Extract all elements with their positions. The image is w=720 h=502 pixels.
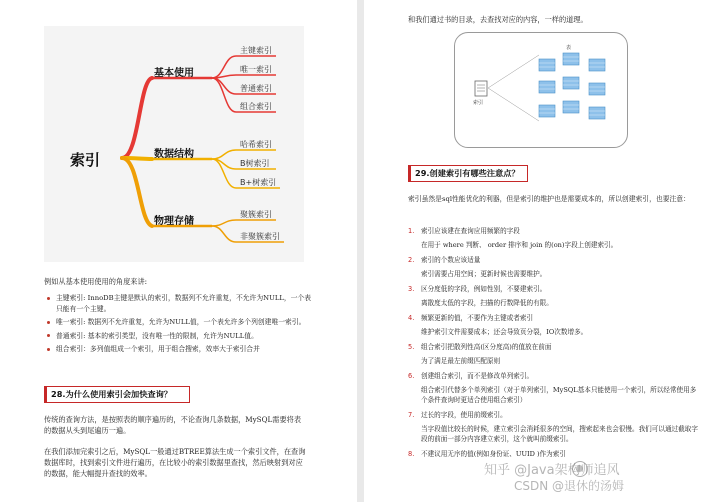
camera-logo-icon <box>572 461 588 477</box>
list-item: 8. 不建议用无序的值(例如身份证、UUID )作为索引 <box>408 450 566 458</box>
watermark-csdn-text: CSDN @退休的汤姆 <box>514 479 625 493</box>
paragraph: 传统的查询方法，是按照表的顺序遍历的，不论查询几条数据，MySQL需要将表的数据从头到尾遍历一遍。 <box>44 415 302 435</box>
watermark <box>454 455 714 497</box>
mindmap-branch-storage: 物理存储 <box>154 216 194 227</box>
watermark-zhihu-text: 知乎 @Java架构师追风 <box>484 463 620 478</box>
bullet-dot-icon <box>47 297 50 300</box>
mindmap-branch-structure: 数据结构 <box>154 149 194 160</box>
mindmap-leaf: 非聚簇索引 <box>240 232 280 241</box>
table-label: 表 <box>566 45 572 51</box>
list-item: 1. 索引应该建在查询应用频繁的字段 在用于 where 判断、 order 排序和 join 的(on)字段上创建索引。 <box>408 227 618 249</box>
mindmap-leaf: B+树索引 <box>240 178 277 187</box>
index-label: 索引 <box>473 100 484 106</box>
index-diagram <box>454 32 628 148</box>
section-heading-28: 28.为什么使用索引会加快查询？ <box>44 386 190 403</box>
list-item: 7. 过长的字段，使用前缀索引。 当字段值比较长的时候，建立索引会消耗很多的空间，搜索起来也会很慢。我们可以通过截取字段的前面一部分内容建立索引，这个就叫前缀索引。 <box>408 411 698 443</box>
section-heading-29: 29.创建索引有哪些注意点？ <box>408 165 528 182</box>
mindmap-leaf: B树索引 <box>240 159 270 168</box>
bullet-dot-icon <box>47 321 50 324</box>
mindmap-leaf: 聚簇索引 <box>240 210 272 219</box>
list-item: 组合索引：多列值组成一个索引，用于组合搜索，效率大于索引合并 <box>44 344 312 355</box>
list-item: 2. 索引的个数应该适量 索引需要占用空间；更新时候也需要维护。 <box>408 256 547 278</box>
index-type-list <box>44 293 312 358</box>
list-item: 6. 创建组合索引，而不是修改单列索引。 组合索引代替多个单列索引（对于单列索引，MySQL基本只能使用一个索引，所以经常使用多个条件查询时更适合使用组合索引） <box>408 372 697 404</box>
mindmap-leaf: 哈希索引 <box>240 140 272 149</box>
mindmap-root: 索引 <box>70 151 101 169</box>
mindmap-branch-basic: 基本使用 <box>154 68 194 79</box>
bullet-dot-icon <box>47 348 50 351</box>
right-page <box>364 0 720 502</box>
mindmap-leaf: 主键索引 <box>240 46 272 55</box>
left-page <box>0 0 357 502</box>
paragraph: 在我们添加完索引之后，MySQL一般通过BTREE算法生成一个索引文件，在查询数据库时，找到索引文件进行遍历，在比较小的索引数据里查找，然后映射到对应的数据，能大幅提升查找的效率。 <box>44 447 306 478</box>
index-mindmap <box>44 26 304 262</box>
mindmap-leaf: 唯一索引 <box>240 65 272 74</box>
index-notes-list <box>408 226 698 464</box>
list-item: 主键索引: InnoDB主键是默认的索引，数据列不允许重复，不允许为NULL，一个表只能有一个主键。 <box>44 293 312 314</box>
intro-text: 例如从基本使用使用的角度来讲: <box>44 277 148 286</box>
list-item: 3. 区分度低的字段，例如性别，不要建索引。 离散度太低的字段，扫描的行数降低的有限。 <box>408 285 553 307</box>
list-item: 唯一索引: 数据列不允许重复，允许为NULL值，一个表允许多个列创建唯一索引。 <box>44 317 312 328</box>
list-item: 4. 频繁更新的值，不要作为主键或者索引 维护索引文件需要成本；还会导致页分裂，IO次数增多。 <box>408 314 588 336</box>
mindmap-leaf: 组合索引 <box>240 102 272 111</box>
index-to-table-diagram <box>455 33 629 149</box>
intro-text: 和我们通过书的目录，去查找对应的内容，一样的道理。 <box>408 15 588 24</box>
mindmap-leaf: 普通索引 <box>240 84 272 93</box>
list-item: 普通索引: 基本的索引类型，没有唯一性的限制，允许为NULL值。 <box>44 331 312 342</box>
list-item: 5. 组合索引把散列性高(区分度高)的值放在前面 为了满足最左前缀匹配原则 <box>408 343 552 365</box>
bullet-dot-icon <box>47 334 50 337</box>
intro-text: 索引虽然是sql性能优化的利器，但是索引的维护也是需要成本的，所以创建索引，也要注意： <box>408 195 690 203</box>
